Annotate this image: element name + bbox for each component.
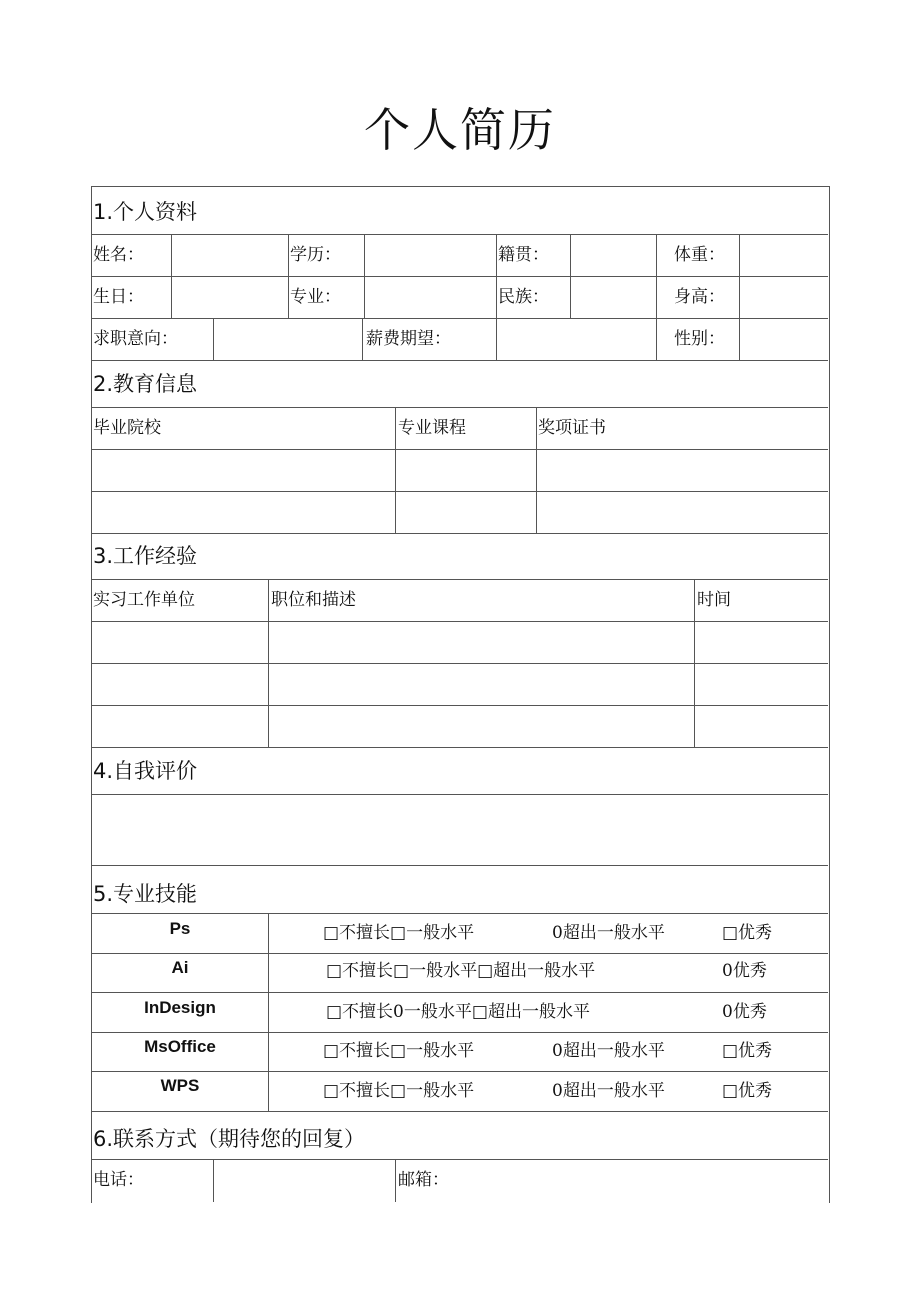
salary-field[interactable]: [497, 319, 655, 359]
work-header-company: 实习工作单位: [93, 590, 195, 610]
section-skills-heading: 5.专业技能: [93, 882, 198, 906]
skill-options[interactable]: 0超出一般水平: [552, 1041, 665, 1061]
major-field[interactable]: [365, 277, 495, 317]
ethnicity-field[interactable]: [571, 277, 655, 317]
skill-options[interactable]: □优秀: [722, 1041, 773, 1061]
education-header-awards: 奖项证书: [538, 418, 606, 438]
row-divider: [91, 1071, 828, 1072]
skill-name: InDesign: [144, 998, 216, 1017]
major-label: 专业：: [290, 287, 341, 307]
name-label: 姓名：: [93, 245, 144, 265]
education-level-label: 学历：: [290, 245, 341, 265]
row-divider: [91, 318, 828, 319]
job-intent-field[interactable]: [214, 319, 361, 359]
education-header-courses: 专业课程: [398, 418, 466, 438]
height-field[interactable]: [740, 277, 827, 317]
job-intent-label: 求职意向：: [93, 329, 178, 349]
col-divider: [288, 234, 289, 318]
row-divider: [91, 1111, 828, 1112]
hometown-label: 籍贯：: [498, 245, 549, 265]
skill-options[interactable]: □优秀: [722, 1081, 773, 1101]
skill-options[interactable]: 0优秀: [722, 961, 767, 981]
row-divider: [91, 360, 828, 361]
skill-options[interactable]: 0超出一般水平: [552, 923, 665, 943]
row-divider: [91, 1032, 828, 1033]
row-divider: [91, 747, 828, 748]
row-divider: [91, 865, 828, 866]
hometown-field[interactable]: [571, 235, 655, 275]
education-header-school: 毕业院校: [93, 418, 161, 438]
ethnicity-label: 民族：: [498, 287, 549, 307]
gender-label: 性别：: [674, 329, 725, 349]
work-header-position: 职位和描述: [271, 590, 356, 610]
skill-name: Ps: [169, 919, 191, 938]
col-divider: [395, 1159, 396, 1202]
skill-name: MsOffice: [144, 1037, 216, 1056]
weight-label: 体重：: [674, 245, 725, 265]
name-field[interactable]: [172, 235, 287, 275]
self-eval-field[interactable]: [92, 795, 827, 864]
skill-name: WPS: [160, 1076, 200, 1095]
row-divider: [91, 992, 828, 993]
row-divider: [91, 579, 828, 580]
col-divider: [656, 234, 657, 360]
section-contact-heading: 6.联系方式（期待您的回复）: [93, 1127, 366, 1151]
skill-options[interactable]: □不擅长□一般水平: [323, 1041, 475, 1061]
phone-label: 电话：: [93, 1170, 144, 1190]
section-education-heading: 2.教育信息: [93, 372, 198, 396]
row-divider: [91, 913, 828, 914]
work-entry-rows[interactable]: [92, 622, 827, 746]
email-label: 邮箱：: [398, 1170, 449, 1190]
email-field[interactable]: [450, 1160, 827, 1201]
gender-field[interactable]: [740, 319, 827, 359]
skill-options[interactable]: □优秀: [722, 923, 773, 943]
row-divider: [91, 407, 828, 408]
section-work-heading: 3.工作经验: [93, 544, 198, 568]
section-personal-heading: 1.个人资料: [93, 200, 198, 224]
birthday-label: 生日：: [93, 287, 144, 307]
weight-field[interactable]: [740, 235, 827, 275]
row-divider: [91, 533, 828, 534]
education-entry-rows[interactable]: [92, 450, 827, 532]
skill-name: Ai: [171, 958, 189, 977]
work-header-time: 时间: [697, 590, 731, 610]
salary-label: 薪费期望：: [366, 329, 451, 349]
row-divider: [91, 953, 828, 954]
col-divider: [268, 913, 269, 1111]
skill-options[interactable]: □不擅长□一般水平□超出一般水平: [326, 961, 596, 981]
col-divider: [362, 318, 363, 360]
skill-options[interactable]: □不擅长□一般水平: [323, 1081, 475, 1101]
skill-options[interactable]: 0优秀: [722, 1002, 767, 1022]
page-title: 个人简历: [364, 103, 556, 157]
skill-options[interactable]: □不擅长□一般水平: [323, 923, 475, 943]
skill-options[interactable]: □不擅长0一般水平□超出一般水平: [326, 1002, 590, 1022]
phone-field[interactable]: [214, 1160, 394, 1201]
birthday-field[interactable]: [172, 277, 287, 317]
height-label: 身高：: [674, 287, 725, 307]
section-self-eval-heading: 4.自我评价: [93, 759, 198, 783]
skill-options[interactable]: 0超出一般水平: [552, 1081, 665, 1101]
education-level-field[interactable]: [365, 235, 495, 275]
